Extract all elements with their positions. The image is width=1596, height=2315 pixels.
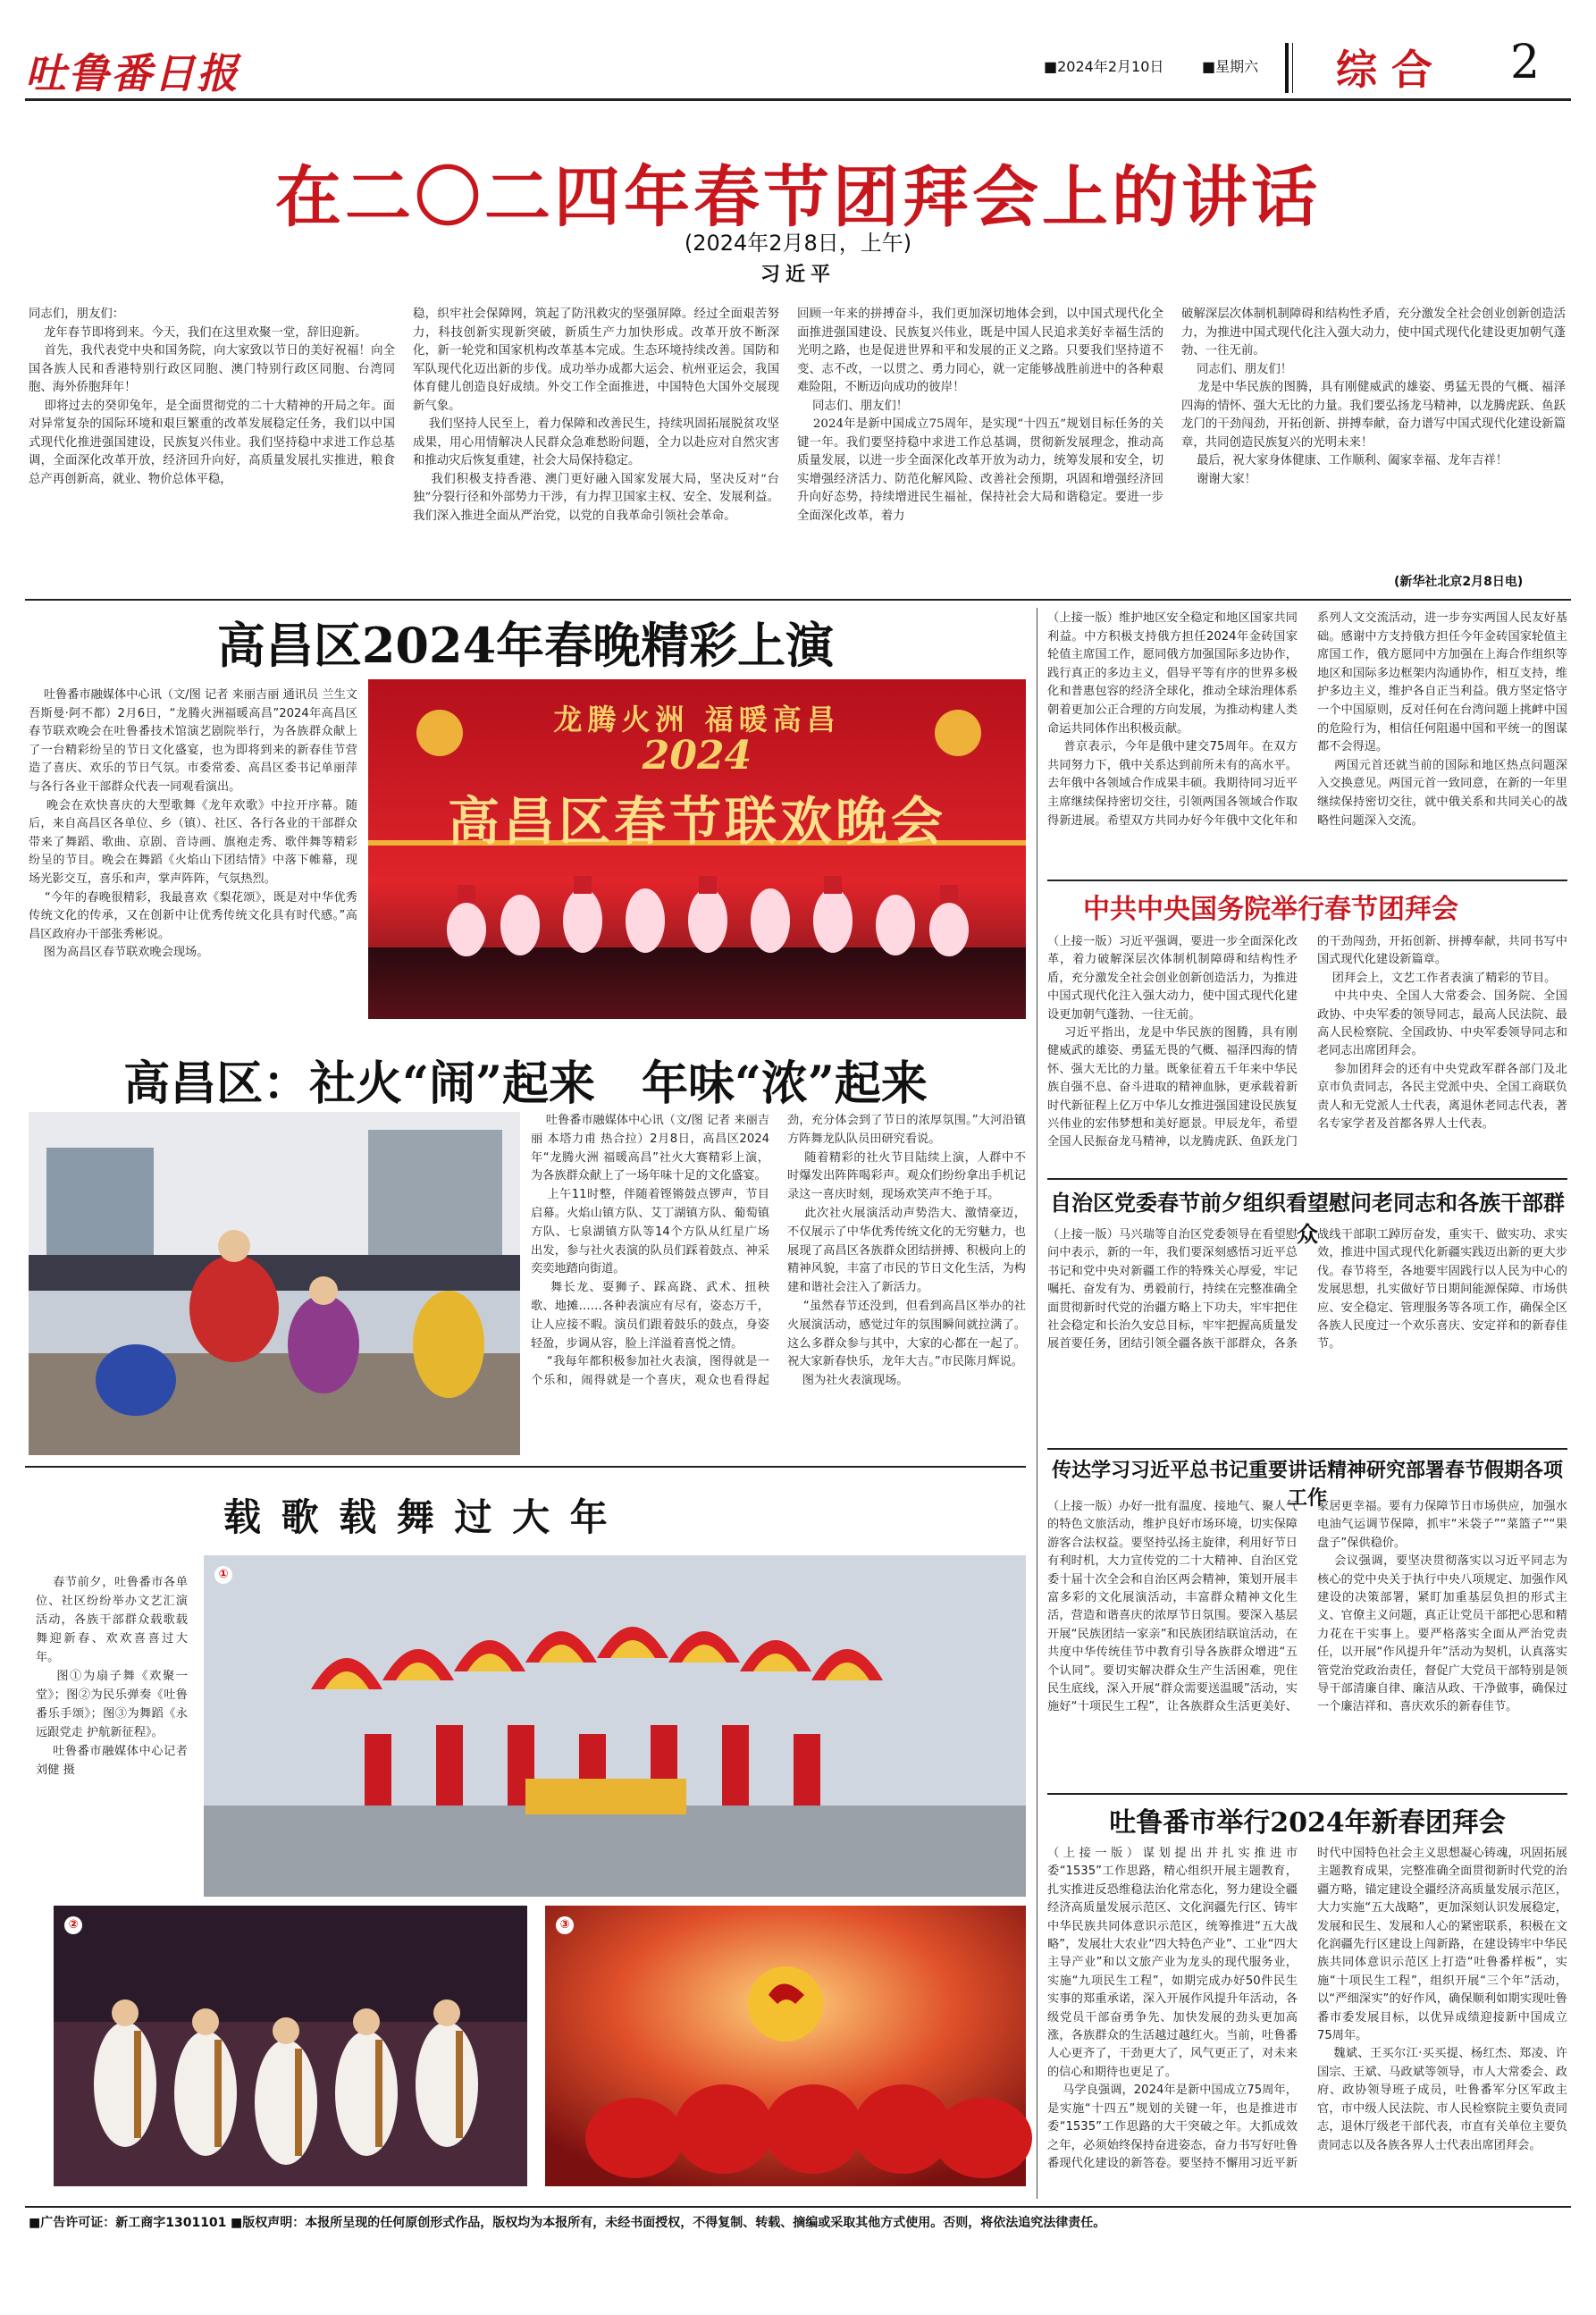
gallery-label-3: ③ (556, 1916, 574, 1934)
speech-source: (新华社北京2月8日电) (1394, 575, 1524, 589)
footer-copyright: ■版权声明：本报所呈现的任何原创形式作品，版权均为本报所有，未经书面授权，不得复制、转载、摘编或采取其他方式使用。否则，将依法追究法律责任。 (231, 2216, 1106, 2230)
masthead-logo: 吐鲁番日报 (25, 49, 239, 97)
state-council-text: （上接一版）习近平强调，要进一步全面深化改革，着力破解深层次体制机制障碍和结构性矛盾，充分激发全社会创业创新创造活力，为推进中国式现代化注入强大动力，使中国式现代化建设更加朝气蓬勃、一往无前。 习近平指出，龙是中华民族的图腾，具有刚健威武的雄姿、勇猛无畏的气概、福泽四海的情怀、强大无比的力量。既象征着五千年来中华民族自强不息、奋斗进取的精神血脉，更承载着新时代新征程上亿万中华儿女推进强国建设民族复兴伟业的宏伟梦想和美好愿景。甲辰龙年，希望全国人民振奋龙马精神，以龙腾虎跃、鱼跃龙门的干劲闯劲，开拓创新、拼搏奉献，共同书写中国式现代化建设新篇章。 团拜会上，文艺工作者表演了精彩的节目。 中共中央、全国人大常委会、国务院、全国政协、中央军委的领导同志，最高人民法院、最高人民检察院、全国政协、中央军委领导同志和老同志出席团拜会。 参加团拜会的还有中央党政军群各部门及北京市负责同志，各民主党派中央、全国工商联负责人和无党派人士代表，离退休老同志代表，著名专家学者及首都各界人士代表。 (1047, 935, 1567, 1149)
gallery-headline: 载 歌 载 舞 过 大 年 (223, 1495, 611, 1539)
gala-banner-line: 龙腾火洲 福暖高昌 (553, 703, 841, 737)
masthead-divider-thin (1292, 43, 1293, 93)
speech-bottom-rule (25, 599, 1571, 601)
turpan-city-text: （上接一版）谋划提出并扎实推进市委“1535”工作思路，精心组织开展主题教育，扎实推进反恐维稳法治化常态化，努力建设全疆经济高质量发展示范区、文化润疆先行区、铸牢中华民族共同体意识示范区，统筹推进“五大战略”，发展壮大农业“四大特色产业”、工业“四大主导产业”和以文旅产业为龙头的现代服务业，实施“九项民生工程”，如期完成办好50件民生实事的郑重承诺，深入开展作风提升年活动，各级党员干部奋勇争先、加快发展的劲头更加高涨，各族群众的生活越过越红火。当前，吐鲁番人心更齐了，干劲更大了，风气更正了，对未来的信心和期待也更足了。 马学良强调，2024年是新中国成立75周年，是实施“十四五”规划的关键一年，也是推进市委“1535”工作思路的大干突破之年。大抓成效之年，必须始终保持奋进姿态，奋力书写好吐鲁番现代化建设的新答卷。要坚持不懈用习近平新时代中国特色社会主义思想凝心铸魂，巩固拓展主题教育成果，完整准确全面贯彻新时代党的治疆方略，锚定建设全疆经济高质量发展示范区，大力实施“五大战略”，更加深刻认识发展稳定，发展和民生、发展和人心的紧密联系，积极在文化润疆先行区建设上闯新路，在建设铸牢中华民族共同体意识示范区上打造“吐鲁番样板”，实施“十项民生工程”，组织开展“三个年”活动，以“严细深实”的好作风，确保顺利如期实现吐鲁番市委发展目标，以优异成绩迎接新中国成立75周年。 魏斌、王买尔江·买买提、杨红杰、郑凌、许国宗、王斌、马政斌等领导，市人大常委会、政府、政协领导班子成员，吐鲁番军分区军政主官，市中级人民法院、市人民检察院主要负责同志，退休厅级老干部代表，市直有关单位主要负责同志以及各族各界人士代表出席团拜会。 (1047, 1847, 1567, 2170)
autonomous-text: （上接一版）马兴瑞等自治区党委领导在看望慰问中表示，新的一年，我们要深刻感悟习近平总书记和党中央对新疆工作的特殊关心厚爱，牢记嘱托、奋发有为、勇毅前行，持续在完整准确全面贯彻新时代党的治疆方略上下功夫，牢牢把住社会稳定和长治久安总目标，牢牢把握高质量发展首要任务，团结引领全疆各族干部群众，各条战线干部职工踔厉奋发，重实干、做实功、求实效，推进中国式现代化新疆实践迈出新的更大步伐。春节将至，各地要牢固践行以人民为中心的发展思想，扎实做好节日期间能源保障、市场供应、安全稳定、管理服务等各项工作，确保全区各族人民度过一个欢乐喜庆、安定祥和的新春佳节。 (1047, 1228, 1567, 1351)
speech-col-3: 回顾一年来的拼搏奋斗，我们更加深切地体会到，以中国式现代化全面推进强国建设、民族复兴伟业，既是中国人民追求美好幸福生活的光明之路，也是促进世界和平和发展的正义之路。只要我们坚持道不变、志不改，一以贯之、勇力同心，就一定能够战胜前进中的各种艰难险阻，不断迈向成功的彼岸！ 同志们、朋友们！ 2024年是新中国成立75周年，是实现“十四五”规划目标任务的关键一年。我们要坚持稳中求进工作总基调，贯彻新发展理念，推动高质量发展，以进一步全面深化改革开放为动力，统筹发展和安全，切实增强经济活力、防范化解风险、改善社会预期，巩固和增强经济回升向好态势，持续增进民生福祉，保持社会大局和谐稳定。要进一步全面深化改革，着力 (797, 307, 1163, 523)
right-rule-1 (1047, 880, 1567, 881)
gala-banner-year: 2024 (642, 733, 752, 779)
masthead-rule (25, 98, 1571, 101)
state-council-headline: 中共中央国务院举行春节团拜会 (1083, 894, 1458, 925)
shehuo-headline: 高昌区：社火“闹”起来 年味“浓”起来 (123, 1056, 928, 1111)
issue-weekday: ■星期六 (1202, 58, 1259, 75)
right-top-text: （上接一版）维护地区安全稳定和地区国家共同利益。中方积极支持俄方担任2024年金砖国家轮值主席国工作，愿同俄方加强国际多边协作，践行真正的多边主义，倡导平等有序的世界多极化和普惠包容的经济全球化，推动全球治理体系朝着更加公正合理的方向发展，为推动构建人类命运共同体作出积极贡献。 普京表示，今年是俄中建交75周年。在双方共同努力下，俄中关系达到前所未有的高水平。去年俄中各领域合作成果丰硕。我期待同习近平主席继续保持密切交往，引领两国各领域合作取得新进展。希望双方共同办好今年俄中文化年和系列人文交流活动，进一步夯实两国人民友好基础。感谢中方支持俄方担任今年金砖国家轮值主席国工作，俄方愿同中方加强在上海合作组织等地区和国际多边框架内沟通协作，相互支持，维护多边主义，维护各自正当利益。俄方坚定恪守一个中国原则，反对任何在台湾问题上挑衅中国的危险行为，相信任何阻遏中国和平统一的图谋都不会得逞。 两国元首还就当前的国际和地区热点问题深入交换意见。两国元首一致同意，在新的一年里继续保持密切交往，就中俄关系和共同关心的战略性问题深入交流。 (1047, 611, 1567, 828)
masthead-divider (1285, 43, 1289, 93)
shehuo-text: 吐鲁番市融媒体中心讯（文/图 记者 来丽吉丽 本塔力甫 热合拉）2月8日，高昌区2024年“龙腾火洲 福暖高昌”社火大赛精彩上演，为各族群众献上了一场年味十足的文化盛宴。 上午11时整，伴随着铿锵鼓点锣声，节目启幕。火焰山镇方队、艾丁湖镇方队、葡萄镇方队、七泉湖镇方队等14个方队从红星广场出发，参与社火表演的队员们踩着鼓点、神采奕奕地踏向街道。 舞长龙、耍狮子、踩高跷、武术、扭秧歌、地摊……各种表演应有尽有，姿态万千，让人应接不暇。演员们跟着鼓乐的鼓点，身姿轻盈，步调从容，脸上洋溢着喜悦之情。 “我每年都积极参加社火表演，图得就是一个乐和，闹得就是一个喜庆，观众也看得起劲，充分体会到了节日的浓厚氛围。”大河沿镇方阵舞龙队队员田研究看说。 随着精彩的社火节目陆续上演，人群中不时爆发出阵阵喝彩声。观众们纷纷拿出手机记录这一喜庆时刻，现场欢笑声不绝于耳。 此次社火展演活动声势浩大、激情豪迈，不仅展示了中华优秀传统文化的无穷魅力，也展现了高昌区各族群众团结拼搏、积极向上的精神风貌，丰富了市民的节日文化生活，为构建和谐社会注入了新活力。 “虽然春节还没到，但看到高昌区举办的社火展演活动，感觉过年的氛围瞬间就拉满了。这么多群众参与其中，大家的心都在一起了。祝大家新春快乐，龙年大吉。”市民陈月辉说。 图为社火表演现场。 (531, 1114, 1026, 1388)
speech-title: 在二〇二四年春节团拜会上的讲话 (275, 159, 1321, 236)
study-headline: 传达学习习近平总书记重要讲话精神研究部署春节假期各项工作 (1051, 1459, 1563, 1510)
speech-col-1: 同志们，朋友们： 龙年春节即将到来。今天，我们在这里欢聚一堂，辞旧迎新。 首先，我代表党中央和国务院，向大家致以节日的美好祝福！向全国各族人民和香港特别行政区同胞、澳门特别行政区同胞、台湾同胞、海外侨胞拜年！ 即将过去的癸卯兔年，是全面贯彻党的二十大精神的开局之年。面对异常复杂的国际环境和艰巨繁重的改革发展稳定任务，我们以中国式现代化推进强国建设，民族复兴伟业。我们坚持稳中求进工作总基调，全面深化改革开放，经济回升向好，高质量发展扎实推进，粮食总产再创新高，就业、物价总体平稳， (29, 307, 395, 486)
page-number: 2 (1510, 36, 1541, 89)
speech-col-2: 稳，织牢社会保障网，筑起了防汛救灾的坚强屏障。经过全面艰苦努力，科技创新实现新突破，新质生产力加快形成。改革开放不断深化，新一轮党和国家机构改革基本完成。生态环境持续改善。国防和军队现代化迈出新的步伐。成功举办成都大运会、杭州亚运会，我国体育健儿创造良好成绩。外交工作全面推进，中国特色大国外交展现新气象。 我们坚持人民至上，着力保障和改善民生，持续巩固拓展脱贫攻坚成果，用心用情解决人民群众急难愁盼问题，全力以赴应对自然灾害和推动灾后恢复重建，社会大局保持稳定。 我们积极支持香港、澳门更好融入国家发展大局，坚决反对“台独”分裂行径和外部势力干涉，有力捍卫国家主权、安全、发展利益。我们深入推进全面从严治党，以党的自我革命引领社会革命。 (413, 307, 780, 523)
autonomous-headline: 自治区党委春节前夕组织看望慰问老同志和各族干部群众 (1050, 1190, 1565, 1247)
gallery-photo-2 (54, 1906, 527, 2186)
gallery-photo-1 (204, 1555, 1026, 1897)
footer-rule (25, 2206, 1571, 2208)
gala-text: 吐鲁番市融媒体中心讯（文/图 记者 来丽吉丽 通讯员 兰生文 吾斯曼·阿不都）2月6日，“龙腾火洲福暖高昌”2024年高昌区春节联欢晚会在吐鲁番技术馆演艺剧院举行，为各族群众献上了一台精彩纷呈的节日文化盛宴，也为即将到来的新春佳节营造了喜庆、欢乐的节日气氛。市委常委、高昌区委书记单丽萍与各行各业干部群众代表一同观看演出。 晚会在欢快喜庆的大型歌舞《龙年欢歌》中拉开序幕。随后，来自高昌区各单位、乡（镇）、社区、各行各业的干部群众带来了舞蹈、歌曲、京剧、音诗画、旗袍走秀、歌伴舞等精彩纷呈的节目。晚会在舞蹈《火焰山下团结情》中落下帷幕，现场光影交互，喜乐和声，掌声阵阵，气氛热烈。 “今年的春晚很精彩，我最喜欢《梨花颂》，既是对中华优秀传统文化的传承，又在创新中让优秀传统文化具有时代感。”高昌区政府办干部张秀彬说。 图为高昌区春节联欢晚会现场。 (29, 688, 357, 960)
right-rule-2 (1047, 1178, 1567, 1180)
right-rule-4 (1047, 1793, 1567, 1795)
shehuo-photo (29, 1112, 520, 1455)
section-name: 综 合 (1336, 46, 1433, 94)
gala-banner-title: 高昌区春节联欢晚会 (447, 791, 946, 852)
left-mid-rule (25, 1466, 1026, 1468)
issue-date: ■2024年2月10日 (1044, 58, 1164, 75)
speech-author: 习近平 (760, 263, 836, 286)
gallery-photo-3 (545, 1906, 1026, 2186)
gallery-label-1: ① (214, 1566, 232, 1584)
gala-photo (368, 679, 1026, 1019)
gallery-label-2: ② (64, 1916, 82, 1934)
study-text: （上接一版）办好一批有温度、接地气、聚人气的特色文旅活动，维护良好市场环境，切实保障游客合法权益。要坚持弘扬主旋律，利用好节日有利时机，大力宣传党的二十大精神、自治区党委十届十次全会和自治区两会精神，策划开展丰富多彩的文化展演活动，丰富群众精神文化生活，营造和谐喜庆的浓厚节日氛围。要深入基层开展“民族团结一家亲”和民族团结联谊活动，在共度中华传统佳节中教育引导各族群众增进“五个认同”。要切实解决群众生产生活困难，兜住民生底线，深入开展“群众需要送温暖”活动，实施好“十项民生工程”，让各族群众生活更美好、家居更幸福。要有力保障节日市场供应，加强水电油气运调节保障，抓牢“米袋子”“菜篮子”“果盘子”保供稳价。 会议强调，要坚决贯彻落实以习近平同志为核心的党中央关于执行中央八项规定、加强作风建设的决策部署，紧盯加重基层负担的形式主义、官僚主义问题，真正让党员干部把心思和精力花在干实事上。要严格落实全面从严治党责任，以开展“作风提升年”活动为契机，认真落实管党治党政治责任，督促广大党员干部特别是领导干部清廉自律、廉洁从政、干净做事，确保过一个廉洁祥和、喜庆欢乐的新春佳节。 (1047, 1500, 1567, 1714)
gala-headline: 高昌区2024年春晚精彩上演 (216, 617, 835, 674)
right-rule-3 (1047, 1448, 1567, 1450)
speech-col-4: 破解深层次体制机制障碍和结构性矛盾，充分激发全社会创业创新创造活力，为推进中国式现代化注入强大动力，使中国式现代化建设更加朝气蓬勃、一往无前。 同志们、朋友们！ 龙是中华民族的图腾，具有刚健威武的雄姿、勇猛无畏的气概、福泽四海的情怀、强大无比的力量。我们要弘扬龙马精神，以龙腾虎跃、鱼跃龙门的干劲闯劲，开拓创新、拼搏奉献，奋力谱写中国式现代化建设新篇章，共同创造民族复兴的光明未来！ 最后，祝大家身体健康、工作顺利、阖家幸福、龙年吉祥！ 谢谢大家！ (1181, 307, 1566, 486)
turpan-city-headline: 吐鲁番市举行2024年新春团拜会 (1109, 1807, 1506, 1839)
gallery-caption: 春节前夕，吐鲁番市各单位、社区纷纷举办文艺汇演活动，各族干部群众载歌载舞迎新春、欢欢喜喜过大年。 图①为扇子舞《欢聚一堂》；图②为民乐弹奏《吐鲁番乐手颂》；图③为舞蹈《永远跟党走 护航新征程》。 吐鲁番市融媒体中心记者 刘健 摄 (36, 1576, 188, 1777)
footer-license: ■广告许可证：新工商字1301101 (29, 2216, 227, 2230)
speech-subtitle: (2024年2月8日，上午) (684, 231, 912, 256)
